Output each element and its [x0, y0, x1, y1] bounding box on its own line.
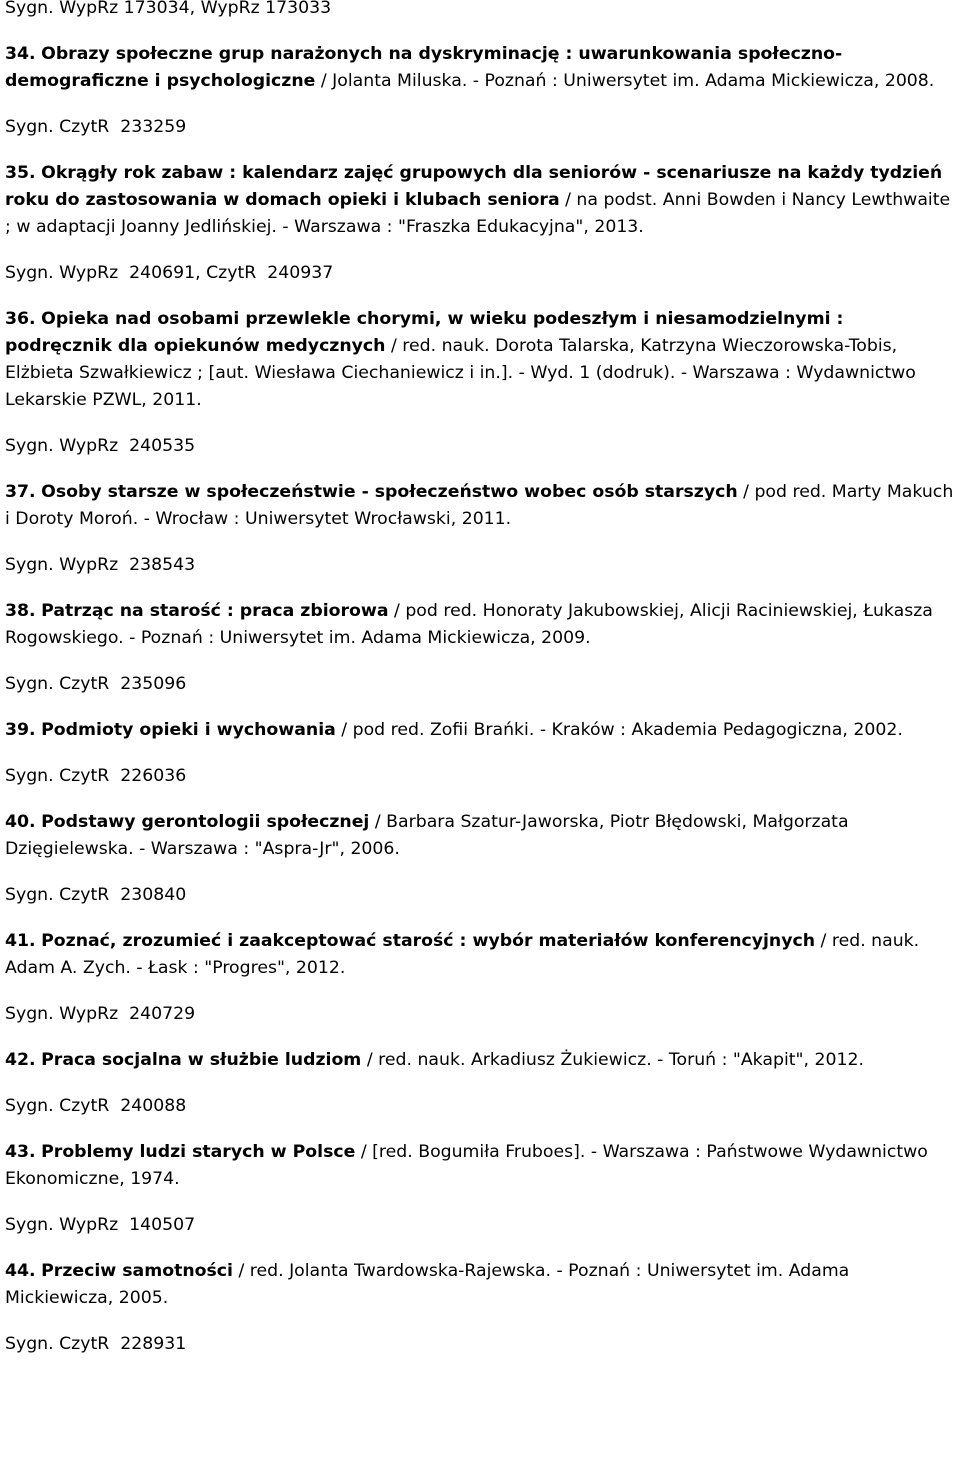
entry-number: 40.: [5, 812, 36, 832]
entry-text: [5, 598, 955, 652]
entry-details: / [red. Bogumiła Fruboes]. - Warszawa : Państwowe Wydawnictwo Ekonomiczne, 1974.: [5, 1142, 928, 1189]
entry-details: / red. nauk. Adam A. Zych. - Łask : "Progres", 2012.: [5, 931, 920, 978]
call-number: Sygn. CzytR 228931: [5, 1334, 187, 1354]
entry-text: [5, 717, 955, 744]
entry-details: / pod red. Marty Makuch i Doroty Moroń. - Wrocław : Uniwersytet Wrocławski, 2011.: [5, 482, 954, 529]
entry-title: Przeciw samotności: [41, 1261, 233, 1281]
bibliography-entry: [5, 1258, 955, 1358]
entry-number: 43.: [5, 1142, 36, 1162]
call-number: Sygn. CzytR 230840: [5, 885, 187, 905]
entry-text: [5, 41, 955, 95]
entry-text: [5, 1139, 955, 1193]
call-number: Sygn. WypRz 173034, WypRz 173033: [5, 0, 332, 18]
entry-number: 41.: [5, 931, 36, 951]
entry-details: / pod red. Zofii Brańki. - Kraków : Akademia Pedagogiczna, 2002.: [335, 720, 903, 740]
entry-number: 34.: [5, 44, 36, 64]
entry-details: / na podst. Anni Bowden i Nancy Lewthwaite ; w adaptacji Joanny Jedlińskiej. - Warszawa : "Fraszka Edukacyjna", 2013.: [5, 190, 951, 237]
entry-details: / red. Jolanta Twardowska-Rajewska. - Poznań : Uniwersytet im. Adama Mickiewicza, 2005.: [5, 1261, 850, 1308]
entry-title: Podstawy gerontologii społecznej: [41, 812, 370, 832]
call-number: Sygn. WypRz 240729: [5, 1004, 196, 1024]
entry-title: Podmioty opieki i wychowania: [41, 720, 336, 740]
entry-title: Problemy ludzi starych w Polsce: [41, 1142, 356, 1162]
entry-title: Obrazy społeczne grup narażonych na dyskryminację : uwarunkowania społeczno-demograficzne i psychologiczne: [5, 44, 843, 91]
bibliography-entry: [5, 598, 955, 698]
bibliography-entry: [5, 306, 955, 460]
entry-title: Poznać, zrozumieć i zaakceptować starość : wybór materiałów konferencyjnych: [41, 931, 816, 951]
entry-number: 37.: [5, 482, 36, 502]
entry-number: 35.: [5, 163, 36, 183]
entry-number: 38.: [5, 601, 36, 621]
entry-title: Patrząc na starość : praca zbiorowa: [41, 601, 389, 621]
entry-text: [5, 1258, 955, 1312]
entry-text: [5, 1047, 955, 1074]
entry-text: [5, 306, 955, 414]
entry-number: 42.: [5, 1050, 36, 1070]
call-number: Sygn. CzytR 240088: [5, 1096, 187, 1116]
entry-text: [5, 479, 955, 533]
bibliography-entry: [5, 1139, 955, 1239]
call-number: Sygn. WypRz 240691, CzytR 240937: [5, 263, 334, 283]
entry-title: Osoby starsze w społeczeństwie - społeczeństwo wobec osób starszych: [41, 482, 738, 502]
entry-number: 39.: [5, 720, 36, 740]
bibliography-entry: [5, 809, 955, 909]
call-number: Sygn. CzytR 226036: [5, 766, 187, 786]
entry-details: / pod red. Honoraty Jakubowskiej, Alicji Raciniewskiej, Łukasza Rogowskiego. - Poznań : Uniwersytet im. Adama Mickiewicza, 2009.: [5, 601, 933, 648]
call-number: Sygn. WypRz 140507: [5, 1215, 196, 1235]
bibliography-entry: [5, 717, 955, 790]
entry-title: Opieka nad osobami przewlekle chorymi, w wieku podeszłym i niesamodzielnymi : podręcznik dla opiekunów medycznych: [5, 309, 844, 356]
bibliography-entry: [5, 928, 955, 1028]
entry-text: [5, 809, 955, 863]
entry-title: Okrągły rok zabaw : kalendarz zajęć grupowych dla seniorów - scenariusze na każdy tydzień roku do zastosowania w domach opieki i klubach seniora: [5, 163, 943, 210]
call-number: Sygn. CzytR 233259: [5, 117, 187, 137]
call-number: Sygn. WypRz 240535: [5, 436, 196, 456]
entry-text: [5, 928, 955, 982]
bibliography-entry: [5, 1047, 955, 1120]
entry-number: 44.: [5, 1261, 36, 1281]
bibliography-entry: [5, 479, 955, 579]
entry-details: / red. nauk. Arkadiusz Żukiewicz. - Toruń : "Akapit", 2012.: [361, 1050, 864, 1070]
bibliography-entry: [5, 160, 955, 287]
bibliography-entry: [5, 41, 955, 141]
entry-details: / Jolanta Miluska. - Poznań : Uniwersytet im. Adama Mickiewicza, 2008.: [315, 71, 935, 91]
call-number: Sygn. WypRz 238543: [5, 555, 196, 575]
entry-details: / Barbara Szatur-Jaworska, Piotr Błędowski, Małgorzata Dzięgielewska. - Warszawa : "Aspra-Jr", 2006.: [5, 812, 849, 859]
entry-title: Praca socjalna w służbie ludziom: [41, 1050, 362, 1070]
call-number: Sygn. CzytR 235096: [5, 674, 187, 694]
entry-details: / red. nauk. Dorota Talarska, Katrzyna Wieczorowska-Tobis, Elżbieta Szwałkiewicz ; [aut. Wiesława Ciechaniewicz i in.]. - Wyd. 1 (dodruk). - Warszawa : Wydawnictwo Lekarskie PZWL, 2011.: [5, 336, 916, 410]
entry-text: [5, 160, 955, 241]
entry-number: 36.: [5, 309, 36, 329]
